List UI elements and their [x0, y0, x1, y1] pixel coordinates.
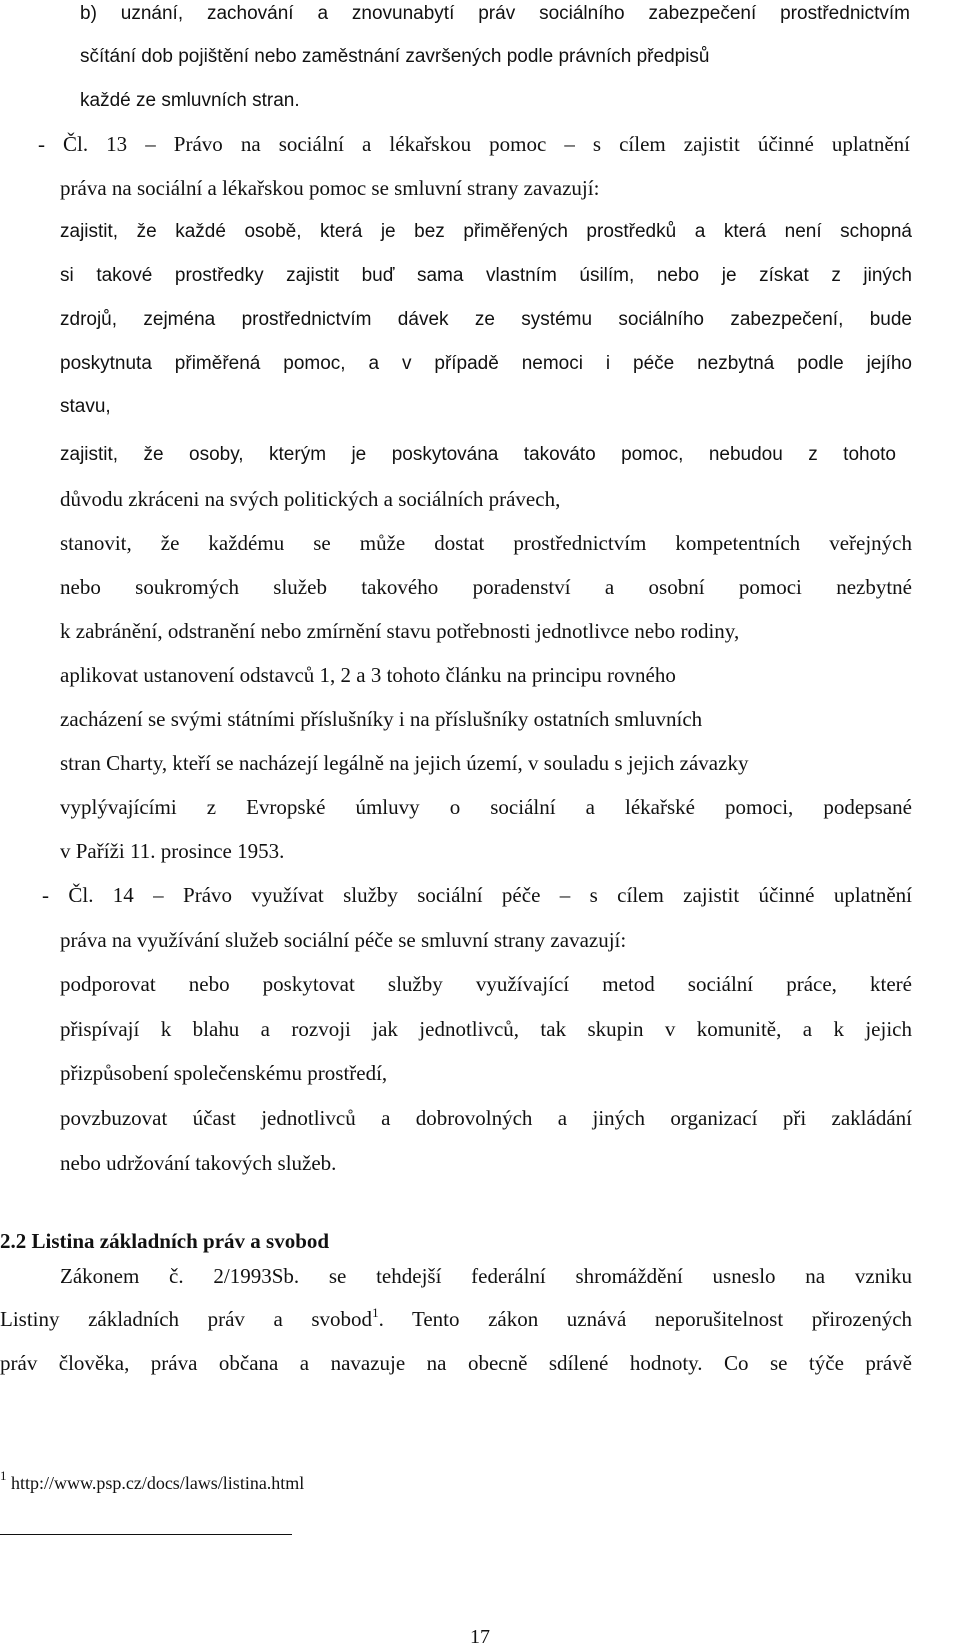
text-line: zdrojů, zejména prostřednictvím dávek ze systému sociálního zabezpečení, bude: [60, 309, 912, 330]
text-line: stanovit, že každému se může dostat prostřednictvím kompetentních veřejných: [60, 531, 912, 555]
page-number: 17: [470, 1626, 490, 1648]
text-line: podporovat nebo poskytovat služby využívající metod sociální práce, které: [60, 972, 912, 996]
text-line: stran Charty, kteří se nacházejí legálně na jejich území, v souladu s jejich závazky: [60, 751, 749, 775]
text-line: sčítání dob pojištění nebo zaměstnání završených podle právních předpisů: [80, 46, 710, 67]
text-line: přizpůsobení společenskému prostředí,: [60, 1061, 388, 1085]
text-line: přispívají k blahu a rozvoji jak jednotlivců, tak skupin v komunitě, a k jejich: [60, 1017, 912, 1041]
footnote-marker: 1: [0, 1468, 7, 1483]
text-line: nebo udržování takových služeb.: [60, 1151, 337, 1175]
text-line: - Čl. 13 – Právo na sociální a lékařskou pomoc – s cílem zajistit účinné uplatnění: [38, 132, 910, 156]
text-line: práv člověka, práva občana a navazuje na obecně sdílené hodnoty. Co se týče právě: [0, 1351, 912, 1375]
text-line: povzbuzovat účast jednotlivců a dobrovolných a jiných organizací při zakládání: [60, 1106, 912, 1130]
text-line: k zabránění, odstranění nebo zmírnění stavu potřebnosti jednotlivce nebo rodiny,: [60, 619, 740, 643]
footnote-link[interactable]: http://www.psp.cz/docs/laws/listina.html: [11, 1473, 305, 1493]
text-line: v Paříži 11. prosince 1953.: [60, 839, 285, 863]
text-span: . Tento zákon uznává neporušitelnost přirozených: [378, 1307, 912, 1331]
footnote: [0, 1470, 304, 1496]
text-line: každé ze smluvních stran.: [80, 90, 300, 111]
text-line: práva na využívání služeb sociální péče se smluvní strany zavazují:: [60, 928, 627, 952]
text-line: nebo soukromých služeb takového poradenství a osobní pomoci nezbytné: [60, 575, 912, 599]
text-line: vyplývajícími z Evropské úmluvy o sociální a lékařské pomoci, podepsané: [60, 795, 912, 819]
section-heading: 2.2 Listina základních práv a svobod: [0, 1229, 330, 1253]
text-line: práva na sociální a lékařskou pomoc se smluvní strany zavazují:: [60, 176, 600, 200]
text-span: Listiny základních práv a svobod: [0, 1307, 373, 1331]
text-line: b) uznání, zachování a znovunabytí práv sociálního zabezpečení prostřednictvím: [80, 3, 910, 24]
footnote-divider: [0, 1534, 292, 1535]
text-line: zajistit, že každé osobě, která je bez přiměřených prostředků a která není schopná: [60, 221, 912, 242]
text-line: [0, 1306, 912, 1332]
footnote-reference: 1: [372, 1306, 379, 1320]
text-line: zajistit, že osoby, kterým je poskytována takováto pomoc, nebudou z tohoto: [60, 444, 896, 465]
text-line: poskytnuta přiměřená pomoc, a v případě nemoci i péče nezbytná podle jejího: [60, 353, 912, 374]
text-line: si takové prostředky zajistit buď sama vlastním úsilím, nebo je získat z jiných: [60, 265, 912, 286]
text-line: stavu,: [60, 396, 111, 417]
text-line: aplikovat ustanovení odstavců 1, 2 a 3 tohoto článku na principu rovného: [60, 663, 676, 687]
text-line: - Čl. 14 – Právo využívat služby sociální péče – s cílem zajistit účinné uplatnění: [42, 883, 912, 907]
text-line: Zákonem č. 2/1993Sb. se tehdejší federální shromáždění usneslo na vzniku: [60, 1264, 912, 1288]
text-line: zacházení se svými státními příslušníky i na příslušníky ostatních smluvních: [60, 707, 703, 731]
text-line: důvodu zkráceni na svých politických a sociálních právech,: [60, 487, 561, 511]
